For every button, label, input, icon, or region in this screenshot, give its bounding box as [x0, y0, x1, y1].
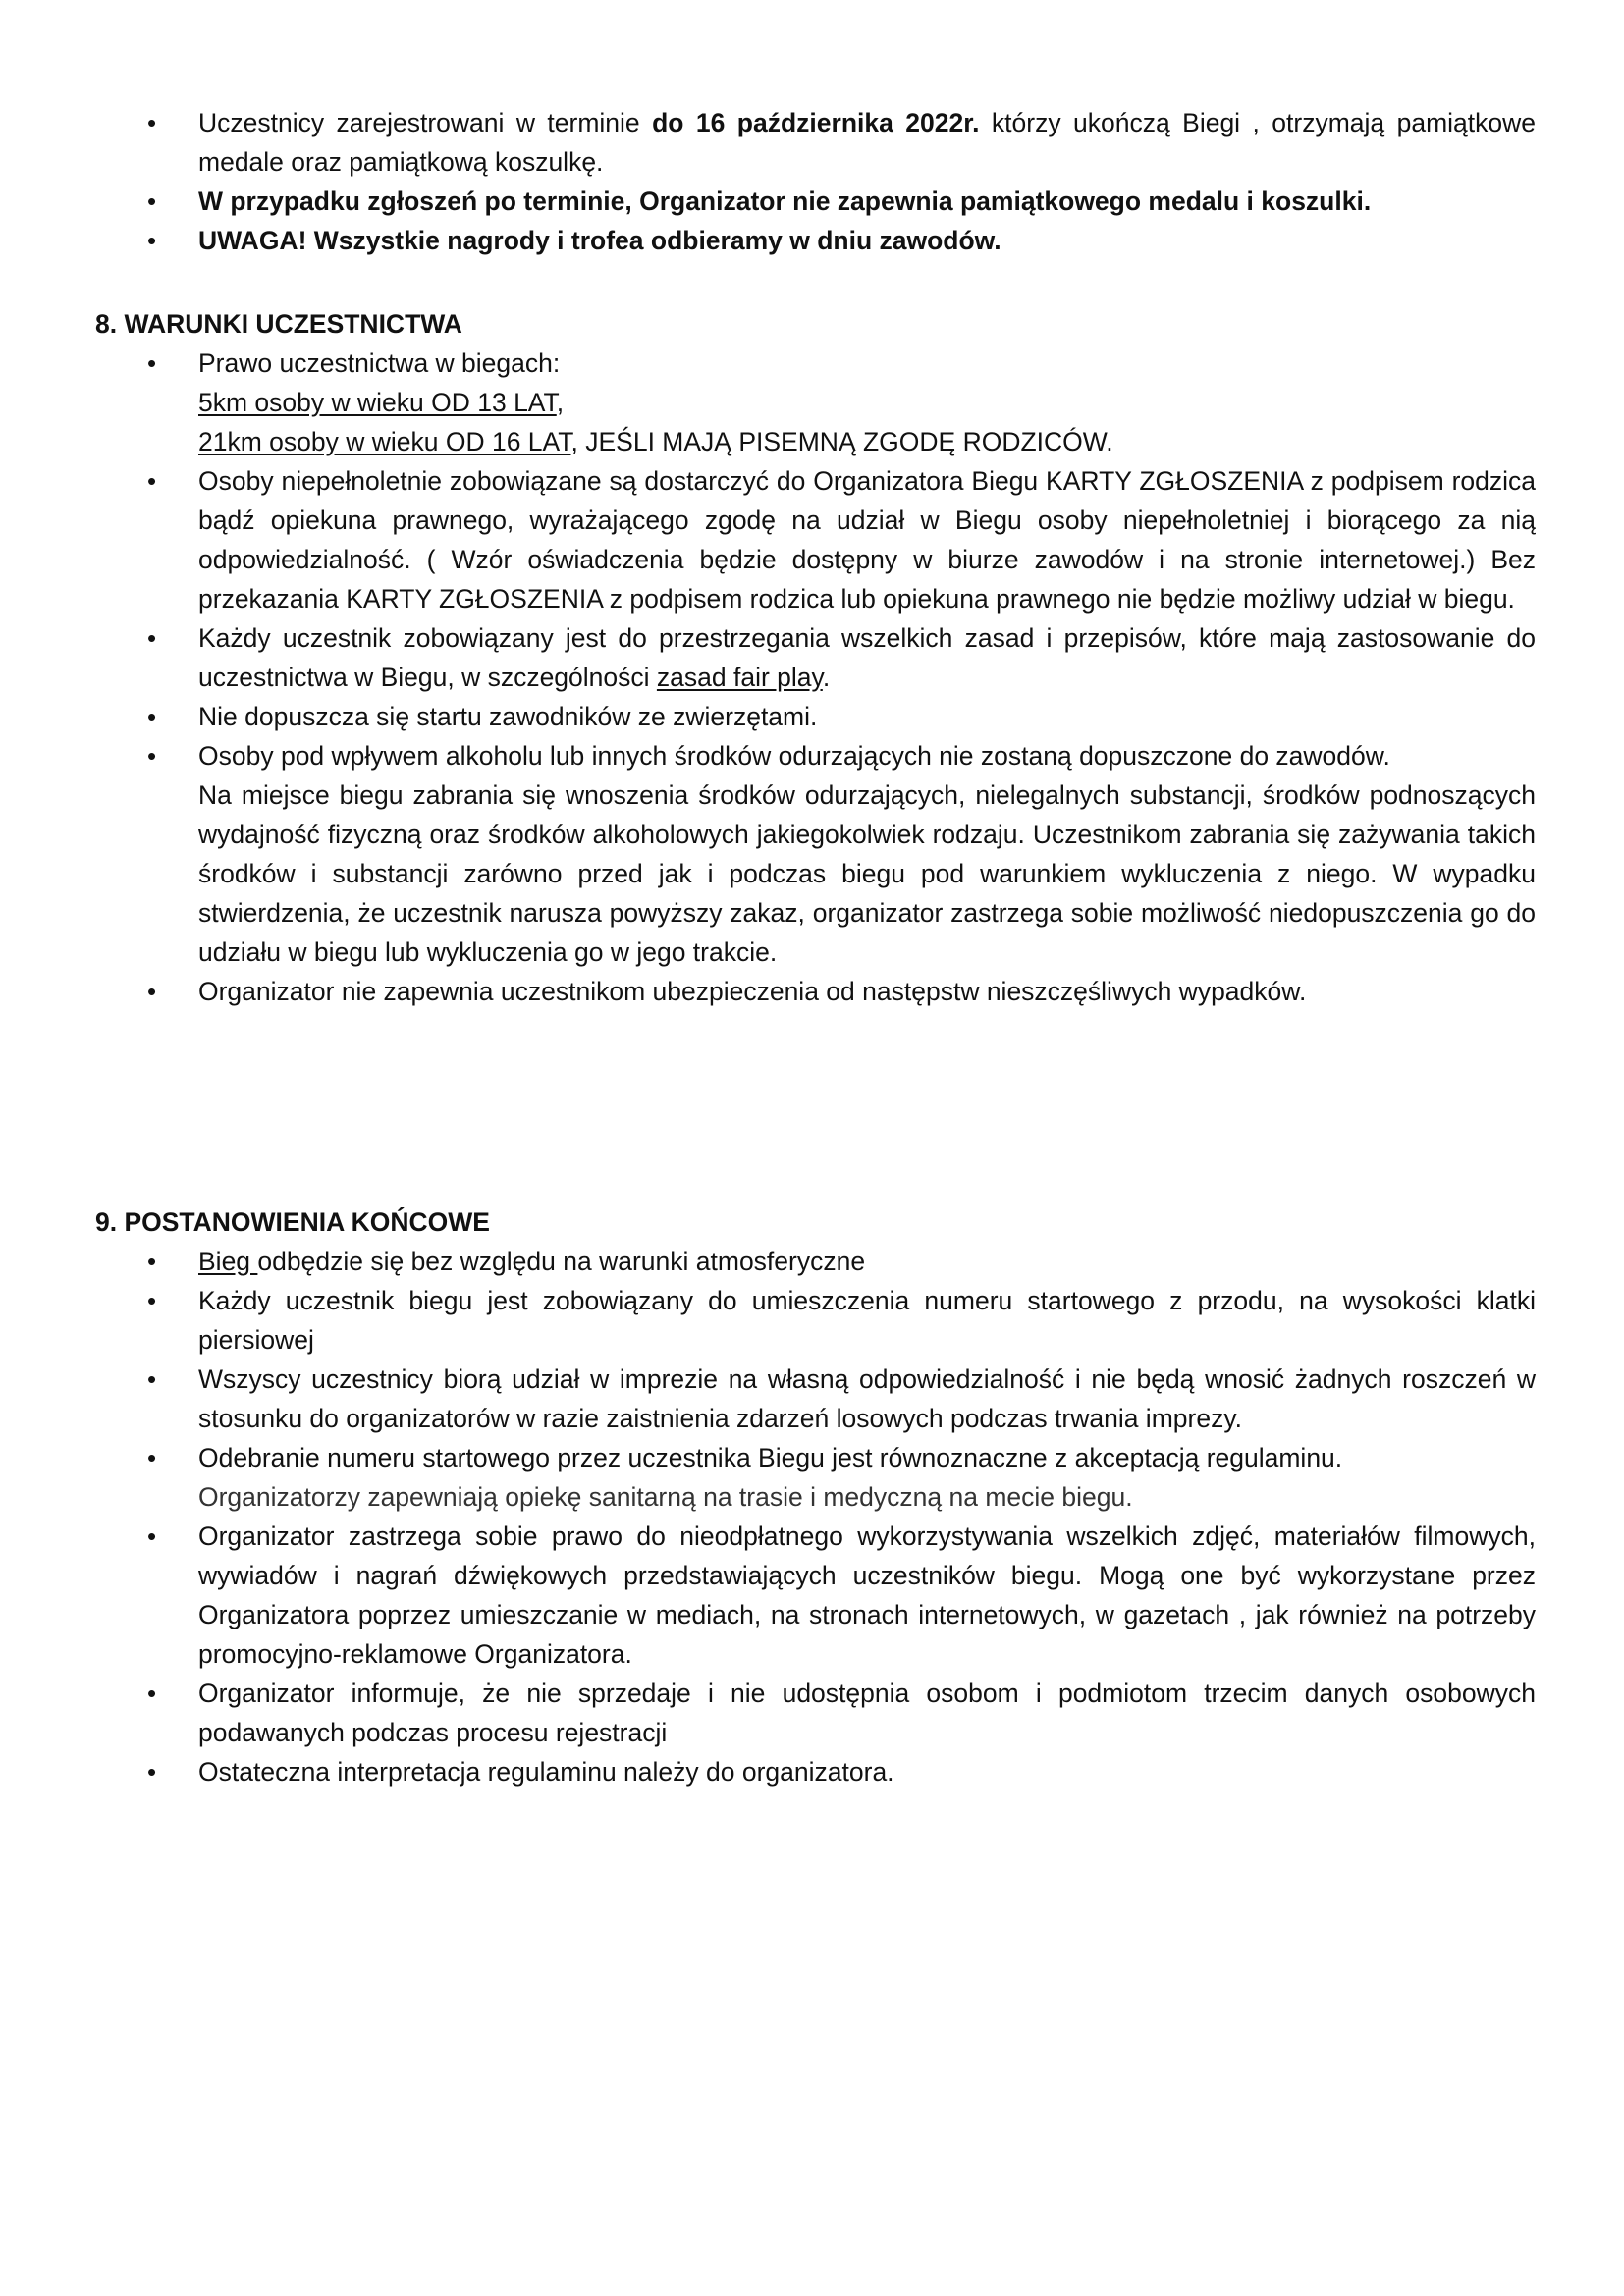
item-text: UWAGA! Wszystkie nagrody i trofea odbieramy w dniu zawodów. [198, 226, 1001, 255]
list-item [147, 1752, 1536, 1791]
item-text: Nie dopuszcza się startu zawodników ze zwierzętami. [198, 702, 818, 731]
item-text: W przypadku zgłoszeń po terminie, Organizator nie zapewnia pamiątkowego medalu i koszulki. [198, 187, 1372, 216]
list-item [147, 1360, 1536, 1438]
bullet-icon: • [147, 1679, 157, 1708]
item-text: Prawo uczestnictwa w biegach: [198, 348, 561, 378]
bullet-icon: • [147, 977, 157, 1006]
bullet-icon: • [147, 466, 157, 496]
list-item [147, 697, 1536, 736]
item-text: Każdy uczestnik biegu jest zobowiązany do umieszczenia numeru startowego z przodu, na wysokości klatki piersiowej [198, 1286, 1536, 1355]
bullet-icon: • [147, 1286, 157, 1315]
bullet-icon: • [147, 187, 157, 216]
bullet-icon: • [147, 702, 157, 731]
list-item [147, 972, 1536, 1011]
item-text-continued: Na miejsce biegu zabrania się wnoszenia środków odurzających, nielegalnych substancji, środków podnoszących wydajność fizyczną oraz środków alkoholowych jakiegokolwiek rodzaju. Uczestnikom zabrania się zażywania takich środków i substancji zarówno przed jak i podczas biegu pod warunkiem wykluczenia z niego. W wypadku stwierdzenia, że uczestnik narusza powyższy zakaz, organizator zastrzega sobie możliwość niedopuszczenia go do udziału w biegu lub wykluczenia go w jego trakcie. [198, 780, 1536, 967]
list-item [147, 182, 1536, 221]
list-item [147, 1438, 1536, 1517]
bullet-icon: • [147, 1757, 157, 1787]
bullet-icon: • [147, 741, 157, 771]
list-item [147, 618, 1536, 697]
age-limit-21km: 21km osoby w wieku OD 16 LAT, JEŚLI MAJĄ PISEMNĄ ZGODĘ RODZICÓW. [198, 427, 1113, 456]
item-text: Każdy uczestnik zobowiązany jest do przestrzegania wszelkich zasad i przepisów, które mają zastosowanie do uczestnictwa w Biegu, w szczególności zasad fair play. [198, 623, 1536, 692]
list-item [147, 344, 1536, 461]
item-text: Osoby pod wpływem alkoholu lub innych środków odurzających nie zostaną dopuszczone do zawodów. [198, 741, 1390, 771]
item-text: Uczestnicy zarejestrowani w terminie do 16 października 2022r. którzy ukończą Biegi , otrzymają pamiątkowe medale oraz pamiątkową koszulkę. [198, 108, 1537, 177]
fair-play-text: zasad fair play [656, 663, 823, 692]
section8-list [147, 344, 1536, 1011]
section7-list [147, 103, 1536, 260]
item-text: Organizator nie zapewnia uczestnikom ubezpieczenia od następstw nieszczęśliwych wypadków. [198, 977, 1307, 1006]
bullet-icon: • [147, 623, 157, 653]
list-item [147, 103, 1536, 182]
deadline-date: do 16 października 2022r. [652, 108, 980, 137]
bullet-icon: • [147, 1364, 157, 1394]
list-item [147, 221, 1536, 260]
bullet-icon: • [147, 1443, 157, 1472]
list-item [147, 1281, 1536, 1360]
item-text: Osoby niepełnoletnie zobowiązane są dostarczyć do Organizatora Biegu KARTY ZGŁOSZENIA z podpisem rodzica bądź opiekuna prawnego, wyrażającego zgodę na udział w Biegu osoby niepełnoletniej i biorącego za nią odpowiedzialność. ( Wzór oświadczenia będzie dostępny w biurze zawodów i na stronie internetowej.) Bez przekazania KARTY ZGŁOSZENIA z podpisem rodzica lub opiekuna prawnego nie będzie możliwy udział w biegu. [198, 466, 1536, 614]
bullet-icon: • [147, 108, 157, 137]
item-text: Odebranie numeru startowego przez uczestnika Biegu jest równoznaczne z akceptacją regulaminu. [198, 1443, 1343, 1472]
item-text: Wszyscy uczestnicy biorą udział w imprezie na własną odpowiedzialność i nie będą wnosić żadnych roszczeń w stosunku do organizatorów w razie zaistnienia zdarzeń losowych podczas trwania imprezy. [198, 1364, 1536, 1433]
list-item [147, 736, 1536, 972]
item-text: Organizator informuje, że nie sprzedaje i nie udostępnia osobom i podmiotom trzecim danych osobowych podawanych podczas procesu rejestracji [198, 1679, 1536, 1747]
item-text: Bieg odbędzie się bez względu na warunki atmosferyczne [198, 1247, 866, 1276]
section9-list [147, 1242, 1536, 1791]
item-text: Ostateczna interpretacja regulaminu należy do organizatora. [198, 1757, 894, 1787]
item-text: Organizator zastrzega sobie prawo do nieodpłatnego wykorzystywania wszelkich zdjęć, materiałów filmowych, wywiadów i nagrań dźwiękowych przedstawiających uczestników biegu. Mogą one być wykorzystane przez Organizatora poprzez umieszczanie w mediach, na stronach internetowych, w gazetach , jak również na potrzeby promocyjno-reklamowe Organizatora. [198, 1522, 1536, 1669]
list-item [147, 1674, 1536, 1752]
section9-heading: 9. POSTANOWIENIA KOŃCOWE [95, 1207, 490, 1237]
bullet-icon: • [147, 348, 157, 378]
bullet-icon: • [147, 1522, 157, 1551]
list-item [147, 461, 1536, 618]
bullet-icon: • [147, 1247, 157, 1276]
section8-heading: 8. WARUNKI UCZESTNICTWA [95, 309, 462, 339]
list-item [147, 1242, 1536, 1281]
bullet-icon: • [147, 226, 157, 255]
list-item [147, 1517, 1536, 1674]
age-limit-5km: 5km osoby w wieku OD 13 LAT, [198, 388, 565, 417]
item-text-continued: Organizatorzy zapewniają opiekę sanitarną na trasie i medyczną na mecie biegu. [198, 1482, 1133, 1512]
